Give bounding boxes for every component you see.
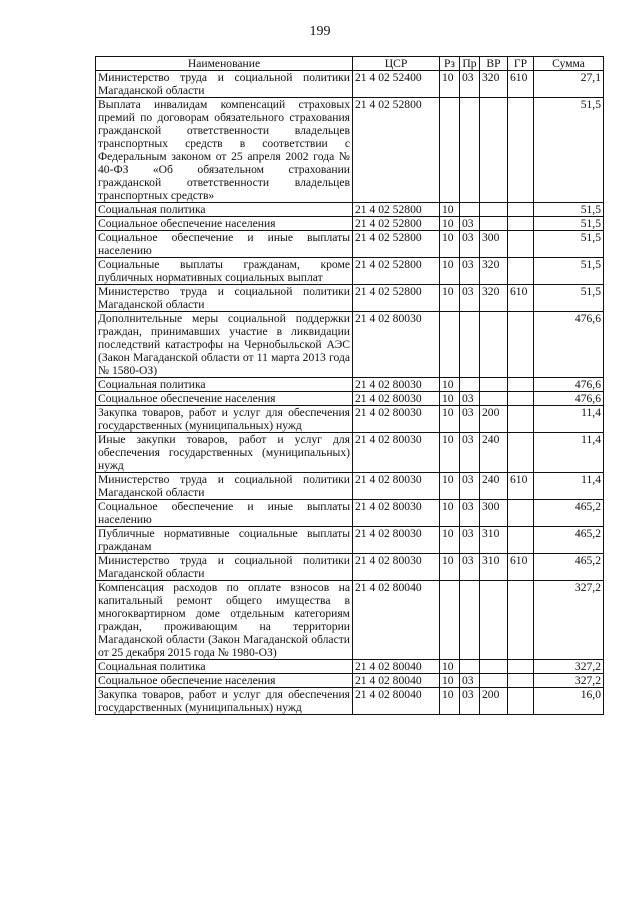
sum-value: 465,2 bbox=[574, 500, 601, 513]
table-row bbox=[96, 392, 604, 406]
table-row bbox=[96, 285, 604, 312]
table-row bbox=[96, 433, 604, 473]
cell-gr: 610 bbox=[508, 71, 534, 98]
cell-vr bbox=[480, 203, 508, 217]
cell-name: Социальные выплаты гражданам, кроме публичных нормативных социальных выплат bbox=[96, 258, 353, 285]
sum-value: 11,4 bbox=[581, 473, 601, 486]
cell-pr: 03 bbox=[460, 527, 480, 554]
table-row bbox=[96, 71, 604, 98]
cell-gr bbox=[508, 527, 534, 554]
sum-value: 476,6 bbox=[574, 392, 601, 405]
cell-pr bbox=[460, 98, 480, 203]
cell-gr bbox=[508, 500, 534, 527]
table-row bbox=[96, 203, 604, 217]
cell-pr: 03 bbox=[460, 217, 480, 231]
cell-csr: 21 4 02 80030 bbox=[353, 378, 440, 392]
sum-value: 27,1 bbox=[580, 71, 601, 84]
cell-vr: 300 bbox=[480, 500, 508, 527]
cell-csr: 21 4 02 80030 bbox=[353, 392, 440, 406]
cell-sum bbox=[534, 203, 604, 217]
cell-pr: 03 bbox=[460, 285, 480, 312]
cell-sum bbox=[534, 392, 604, 406]
cell-pr: 03 bbox=[460, 406, 480, 433]
table-row bbox=[96, 378, 604, 392]
cell-sum bbox=[534, 674, 604, 688]
header-name: Наименование bbox=[96, 57, 353, 71]
sum-value: 11,4 bbox=[581, 406, 601, 419]
cell-sum bbox=[534, 554, 604, 581]
sum-value: 16,0 bbox=[580, 688, 601, 701]
table-row bbox=[96, 217, 604, 231]
cell-csr: 21 4 02 80040 bbox=[353, 688, 440, 715]
cell-vr bbox=[480, 674, 508, 688]
cell-rz: 10 bbox=[440, 258, 460, 285]
cell-vr: 320 bbox=[480, 285, 508, 312]
table-row bbox=[96, 554, 604, 581]
cell-vr: 310 bbox=[480, 527, 508, 554]
cell-csr: 21 4 02 52800 bbox=[353, 231, 440, 258]
cell-rz: 10 bbox=[440, 500, 460, 527]
cell-csr: 21 4 02 80030 bbox=[353, 312, 440, 378]
cell-sum bbox=[534, 500, 604, 527]
cell-name: Социальное обеспечение населения bbox=[96, 217, 353, 231]
cell-name: Министерство труда и социальной политики Магаданской области bbox=[96, 473, 353, 500]
cell-rz: 10 bbox=[440, 674, 460, 688]
header-sum: Сумма bbox=[534, 57, 604, 71]
table-row bbox=[96, 231, 604, 258]
cell-sum bbox=[534, 406, 604, 433]
cell-sum bbox=[534, 378, 604, 392]
cell-name: Социальное обеспечение населения bbox=[96, 674, 353, 688]
sum-value: 51,5 bbox=[580, 217, 601, 230]
cell-vr bbox=[480, 660, 508, 674]
cell-vr bbox=[480, 312, 508, 378]
cell-name: Министерство труда и социальной политики Магаданской области bbox=[96, 71, 353, 98]
cell-name: Закупка товаров, работ и услуг для обеспечения государственных (муниципальных) нужд bbox=[96, 406, 353, 433]
cell-rz: 10 bbox=[440, 392, 460, 406]
cell-vr: 320 bbox=[480, 71, 508, 98]
cell-vr bbox=[480, 217, 508, 231]
cell-gr: 610 bbox=[508, 554, 534, 581]
sum-value: 11,4 bbox=[581, 433, 601, 446]
table-row bbox=[96, 473, 604, 500]
cell-gr bbox=[508, 581, 534, 660]
cell-name: Социальная политика bbox=[96, 203, 353, 217]
cell-pr: 03 bbox=[460, 473, 480, 500]
table-row bbox=[96, 98, 604, 203]
table-row bbox=[96, 660, 604, 674]
cell-sum bbox=[534, 98, 604, 203]
cell-csr: 21 4 02 52800 bbox=[353, 98, 440, 203]
cell-rz: 10 bbox=[440, 433, 460, 473]
cell-csr: 21 4 02 52800 bbox=[353, 285, 440, 312]
cell-name: Социальное обеспечение населения bbox=[96, 392, 353, 406]
cell-sum bbox=[534, 433, 604, 473]
cell-csr: 21 4 02 80040 bbox=[353, 581, 440, 660]
cell-vr: 310 bbox=[480, 554, 508, 581]
cell-gr bbox=[508, 660, 534, 674]
table-row bbox=[96, 258, 604, 285]
cell-pr: 03 bbox=[460, 258, 480, 285]
cell-name: Министерство труда и социальной политики Магаданской области bbox=[96, 554, 353, 581]
cell-vr: 320 bbox=[480, 258, 508, 285]
sum-value: 327,2 bbox=[574, 581, 601, 594]
sum-value: 476,6 bbox=[574, 378, 601, 391]
cell-csr: 21 4 02 80030 bbox=[353, 473, 440, 500]
table-row bbox=[96, 674, 604, 688]
cell-gr bbox=[508, 98, 534, 203]
cell-csr: 21 4 02 52400 bbox=[353, 71, 440, 98]
cell-sum bbox=[534, 231, 604, 258]
cell-sum bbox=[534, 312, 604, 378]
cell-csr: 21 4 02 80040 bbox=[353, 660, 440, 674]
cell-name: Публичные нормативные социальные выплаты гражданам bbox=[96, 527, 353, 554]
header-vr: ВР bbox=[480, 57, 508, 71]
cell-gr: 610 bbox=[508, 473, 534, 500]
cell-vr: 300 bbox=[480, 231, 508, 258]
cell-name: Дополнительные меры социальной поддержки граждан, принимавших участие в ликвидации последствий катастрофы на Чернобыльской АЭС (Закон Магаданской области от 11 марта 2013 года № 1580-ОЗ) bbox=[96, 312, 353, 378]
cell-name: Социальная политика bbox=[96, 660, 353, 674]
header-pr: Пр bbox=[460, 57, 480, 71]
cell-rz: 10 bbox=[440, 217, 460, 231]
cell-gr bbox=[508, 392, 534, 406]
sum-value: 51,5 bbox=[580, 258, 601, 271]
cell-pr bbox=[460, 660, 480, 674]
cell-vr bbox=[480, 378, 508, 392]
cell-csr: 21 4 02 80030 bbox=[353, 433, 440, 473]
cell-rz: 10 bbox=[440, 378, 460, 392]
table-header-row bbox=[96, 57, 604, 71]
sum-value: 327,2 bbox=[574, 674, 601, 687]
cell-rz: 10 bbox=[440, 688, 460, 715]
cell-sum bbox=[534, 581, 604, 660]
cell-rz bbox=[440, 98, 460, 203]
cell-csr: 21 4 02 80030 bbox=[353, 554, 440, 581]
sum-value: 51,5 bbox=[580, 285, 601, 298]
cell-sum bbox=[534, 688, 604, 715]
cell-rz: 10 bbox=[440, 473, 460, 500]
cell-gr bbox=[508, 231, 534, 258]
header-rz: Рз bbox=[440, 57, 460, 71]
cell-pr: 03 bbox=[460, 674, 480, 688]
cell-rz bbox=[440, 581, 460, 660]
table-row bbox=[96, 527, 604, 554]
cell-gr bbox=[508, 203, 534, 217]
budget-table bbox=[95, 56, 604, 715]
cell-vr: 200 bbox=[480, 688, 508, 715]
cell-sum bbox=[534, 473, 604, 500]
cell-pr: 03 bbox=[460, 71, 480, 98]
cell-pr: 03 bbox=[460, 688, 480, 715]
cell-pr: 03 bbox=[460, 500, 480, 527]
sum-value: 465,2 bbox=[574, 554, 601, 567]
cell-gr: 610 bbox=[508, 285, 534, 312]
cell-vr: 200 bbox=[480, 406, 508, 433]
cell-gr bbox=[508, 433, 534, 473]
cell-name: Закупка товаров, работ и услуг для обеспечения государственных (муниципальных) нужд bbox=[96, 688, 353, 715]
cell-csr: 21 4 02 80030 bbox=[353, 406, 440, 433]
cell-pr: 03 bbox=[460, 554, 480, 581]
cell-pr: 03 bbox=[460, 433, 480, 473]
cell-rz: 10 bbox=[440, 285, 460, 312]
sum-value: 327,2 bbox=[574, 660, 601, 673]
cell-gr bbox=[508, 258, 534, 285]
cell-csr: 21 4 02 80030 bbox=[353, 500, 440, 527]
cell-pr: 03 bbox=[460, 231, 480, 258]
cell-rz: 10 bbox=[440, 660, 460, 674]
sum-value: 51,5 bbox=[580, 203, 601, 216]
cell-rz: 10 bbox=[440, 231, 460, 258]
cell-gr bbox=[508, 406, 534, 433]
cell-rz: 10 bbox=[440, 406, 460, 433]
cell-name: Иные закупки товаров, работ и услуг для обеспечения государственных (муниципальных) нужд bbox=[96, 433, 353, 473]
cell-sum bbox=[534, 527, 604, 554]
cell-pr bbox=[460, 312, 480, 378]
cell-csr: 21 4 02 52800 bbox=[353, 217, 440, 231]
cell-pr bbox=[460, 581, 480, 660]
cell-pr bbox=[460, 203, 480, 217]
table-row bbox=[96, 500, 604, 527]
cell-name: Компенсация расходов по оплате взносов на капитальный ремонт общего имущества в многоквартирном доме отдельным категориям граждан, проживающим на территории Магаданской области (Закон Магаданской области от 25 декабря 2015 года № 1980-ОЗ) bbox=[96, 581, 353, 660]
cell-rz: 10 bbox=[440, 554, 460, 581]
header-csr: ЦСР bbox=[353, 57, 440, 71]
cell-name: Министерство труда и социальной политики Магаданской области bbox=[96, 285, 353, 312]
cell-sum bbox=[534, 217, 604, 231]
cell-sum bbox=[534, 285, 604, 312]
cell-sum bbox=[534, 660, 604, 674]
cell-name: Выплата инвалидам компенсаций страховых премий по договорам обязательного страхования гражданской ответственности владельцев транспортных средств в соответствии с Федеральным законом от 25 апреля 2002 года № 40-ФЗ «Об обязательном страховании гражданской ответственности владельцев транспортных средств» bbox=[96, 98, 353, 203]
cell-rz: 10 bbox=[440, 71, 460, 98]
cell-rz: 10 bbox=[440, 527, 460, 554]
cell-sum bbox=[534, 258, 604, 285]
cell-csr: 21 4 02 52800 bbox=[353, 203, 440, 217]
sum-value: 476,6 bbox=[574, 312, 601, 325]
sum-value: 465,2 bbox=[574, 527, 601, 540]
cell-name: Социальная политика bbox=[96, 378, 353, 392]
table-row bbox=[96, 312, 604, 378]
cell-sum bbox=[534, 71, 604, 98]
cell-csr: 21 4 02 80040 bbox=[353, 674, 440, 688]
sum-value: 51,5 bbox=[580, 231, 601, 244]
header-gr: ГР bbox=[508, 57, 534, 71]
cell-rz bbox=[440, 312, 460, 378]
table-row bbox=[96, 406, 604, 433]
cell-gr bbox=[508, 688, 534, 715]
cell-gr bbox=[508, 674, 534, 688]
table-row bbox=[96, 688, 604, 715]
cell-vr bbox=[480, 392, 508, 406]
cell-gr bbox=[508, 217, 534, 231]
cell-vr: 240 bbox=[480, 433, 508, 473]
cell-gr bbox=[508, 312, 534, 378]
cell-gr bbox=[508, 378, 534, 392]
cell-rz: 10 bbox=[440, 203, 460, 217]
cell-vr bbox=[480, 581, 508, 660]
cell-pr bbox=[460, 378, 480, 392]
cell-name: Социальное обеспечение и иные выплаты населению bbox=[96, 231, 353, 258]
cell-vr: 240 bbox=[480, 473, 508, 500]
page-number: 199 bbox=[309, 24, 331, 39]
cell-csr: 21 4 02 52800 bbox=[353, 258, 440, 285]
table-row bbox=[96, 581, 604, 660]
cell-name: Социальное обеспечение и иные выплаты населению bbox=[96, 500, 353, 527]
cell-pr: 03 bbox=[460, 392, 480, 406]
cell-vr bbox=[480, 98, 508, 203]
cell-csr: 21 4 02 80030 bbox=[353, 527, 440, 554]
sum-value: 51,5 bbox=[580, 98, 601, 111]
